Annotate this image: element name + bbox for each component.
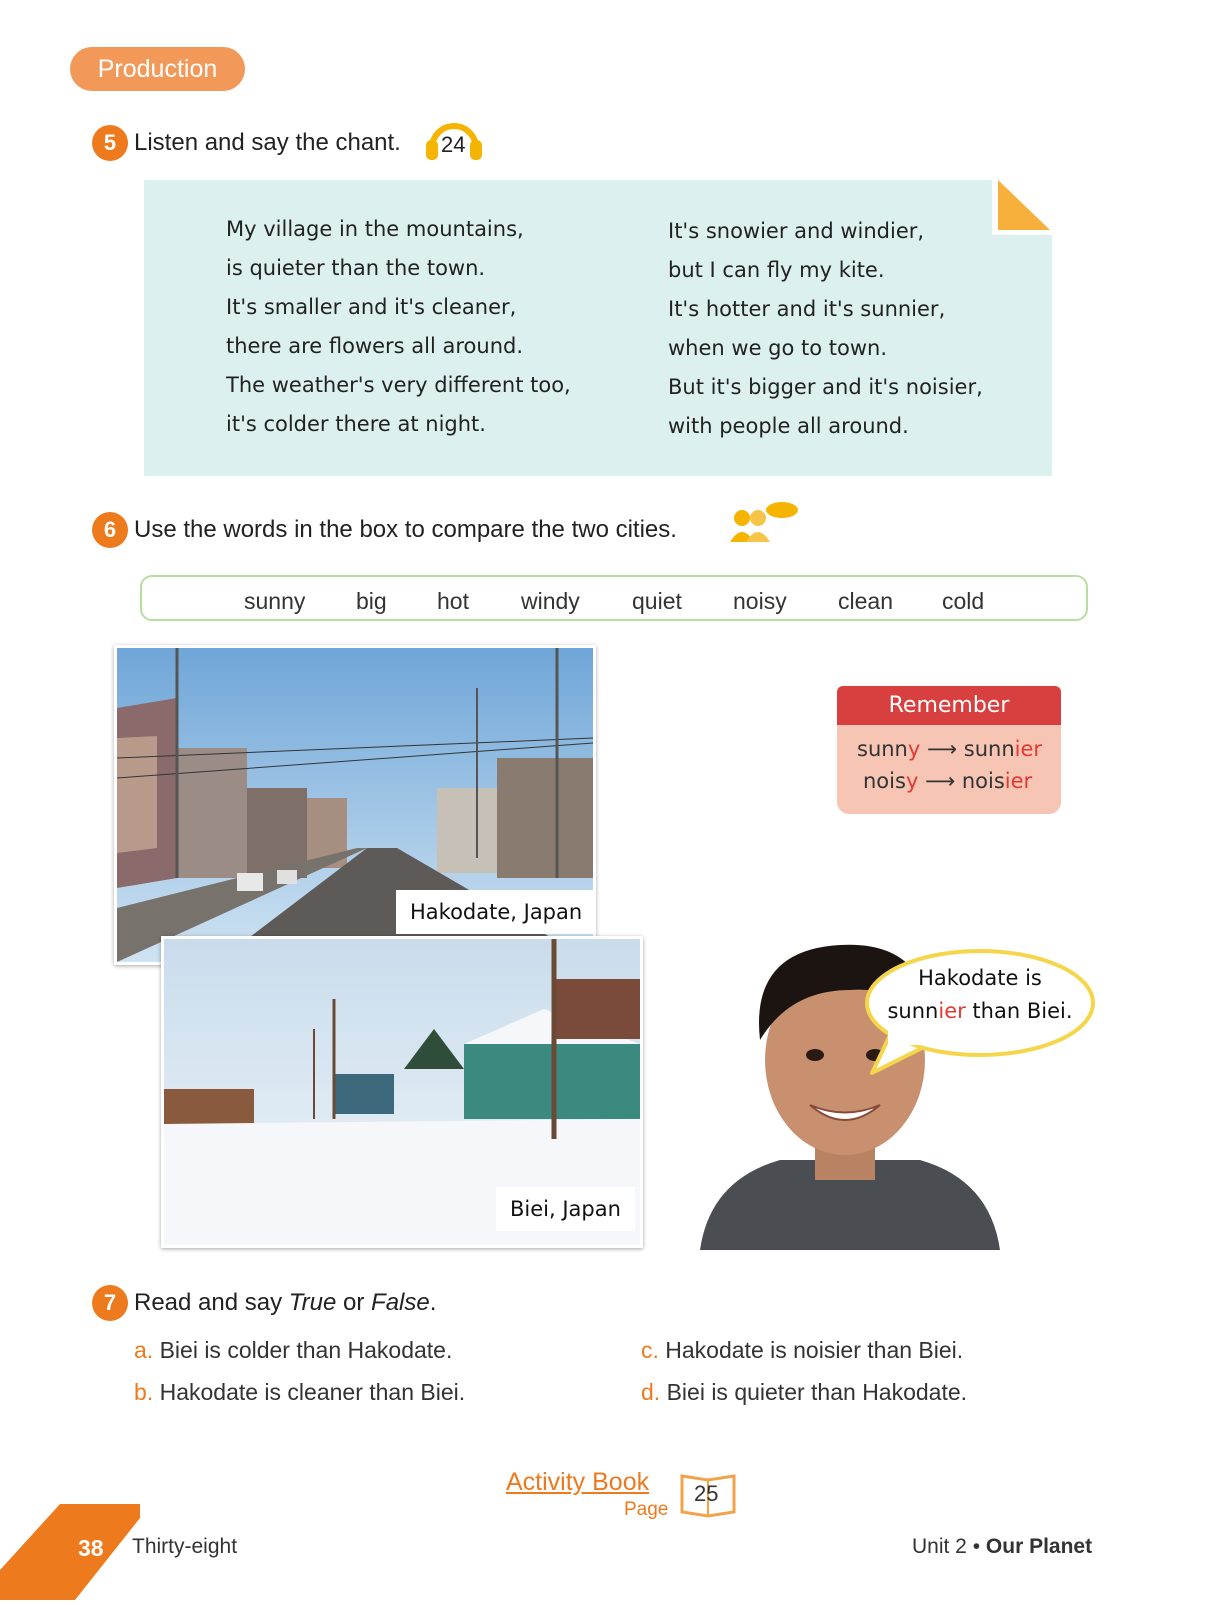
tf-item-a [134,1337,452,1364]
remember-title: Remember [837,686,1061,725]
instruction-true: True [288,1289,337,1316]
speech-bubble [860,945,1100,1085]
chant-line: My village in the mountains, [226,217,524,241]
page-number: 38 [78,1535,104,1561]
chant-line: It's hotter and it's sunnier, [668,297,946,321]
item-text: Hakodate is noisier than Biei. [665,1337,964,1363]
word-item: windy [521,588,580,614]
base-ending: y [907,737,921,761]
chant-left-column [226,210,571,444]
unit-title: Our Planet [985,1535,1093,1558]
item-letter: d. [641,1379,661,1405]
exercise-number-6: 6 [92,512,128,548]
exercise-5-instruction: Listen and say the chant. [134,129,401,156]
activity-book-page-number: 25 [694,1481,719,1506]
word-item: noisy [733,588,787,614]
base-stem: nois [863,769,906,793]
chant-line: The weather's very different too, [226,373,571,397]
item-text: Biei is colder than Hakodate. [159,1337,453,1363]
unit-bullet: • [972,1535,981,1558]
item-letter: a. [134,1337,154,1363]
word-item: cold [942,588,985,614]
speech-rest: than Biei. [965,999,1073,1023]
tf-item-b [134,1379,465,1406]
chant-line: But it's bigger and it's noisier, [668,375,983,399]
remember-row [863,769,1032,793]
speech-line-1: Hakodate is [918,966,1042,990]
tf-item-d [641,1379,967,1406]
base-ending: y [905,769,919,793]
word-item: clean [838,588,893,614]
exercise-number-7: 7 [92,1285,128,1321]
activity-book-page-word: Page [624,1499,669,1520]
pair-work-icon [728,500,800,546]
hakodate-caption: Hakodate, Japan [396,890,596,934]
chant-line: is quieter than the town. [226,256,486,280]
chant-line: when we go to town. [668,336,888,360]
exercise-number-5: 5 [92,125,128,161]
item-text: Hakodate is cleaner than Biei. [159,1379,466,1405]
chant-right-column [668,212,983,446]
chant-line: It's snowier and windier, [668,219,925,243]
book-icon [678,1470,738,1518]
corner-tab [0,1490,140,1600]
arrow-icon: ⟶ [925,769,956,793]
chant-line: there are flowers all around. [226,334,524,358]
remember-box [837,725,1061,814]
item-text: Biei is quieter than Hakodate. [666,1379,968,1405]
item-letter: b. [134,1379,154,1405]
arrow-icon: ⟶ [927,737,958,761]
base-stem: sunn [857,737,908,761]
page-number-words: Thirty-eight [132,1535,238,1558]
speech-line-2 [860,995,1100,1028]
headphones-audio-icon[interactable] [424,116,484,162]
tf-item-c [641,1337,963,1364]
biei-caption: Biei, Japan [496,1187,635,1231]
instruction-false: False [371,1289,430,1316]
activity-book-link[interactable]: Activity Book [506,1468,650,1496]
speech-stem: sunn [887,999,939,1023]
chant-line: It's smaller and it's cleaner, [226,295,517,319]
instruction-part: . [429,1289,437,1316]
comparative-ending: ier [1004,769,1033,793]
comparative-stem: sunn [963,737,1015,761]
exercise-6-instruction: Use the words in the box to compare the two cities. [134,516,677,543]
instruction-part: or [336,1289,372,1316]
item-letter: c. [641,1337,659,1363]
chant-line: it's colder there at night. [226,412,486,436]
section-badge: Production [70,47,245,91]
chant-line: with people all around. [668,414,909,438]
page-fold [992,180,1052,235]
word-item: quiet [632,588,682,614]
unit-label [912,1535,1092,1559]
chant-line: but I can fly my kite. [668,258,885,282]
remember-row [857,737,1042,761]
word-item: big [356,588,387,614]
exercise-7-instruction [134,1289,436,1317]
comparative-stem: nois [961,769,1005,793]
audio-track-number: 24 [441,132,466,157]
speech-ending: ier [938,999,966,1023]
comparative-ending: ier [1014,737,1043,761]
unit-number: Unit 2 [912,1535,967,1558]
speech-text [860,962,1100,1028]
instruction-part: Read and say [134,1289,289,1316]
word-item: sunny [244,588,306,614]
word-item: hot [437,588,469,614]
